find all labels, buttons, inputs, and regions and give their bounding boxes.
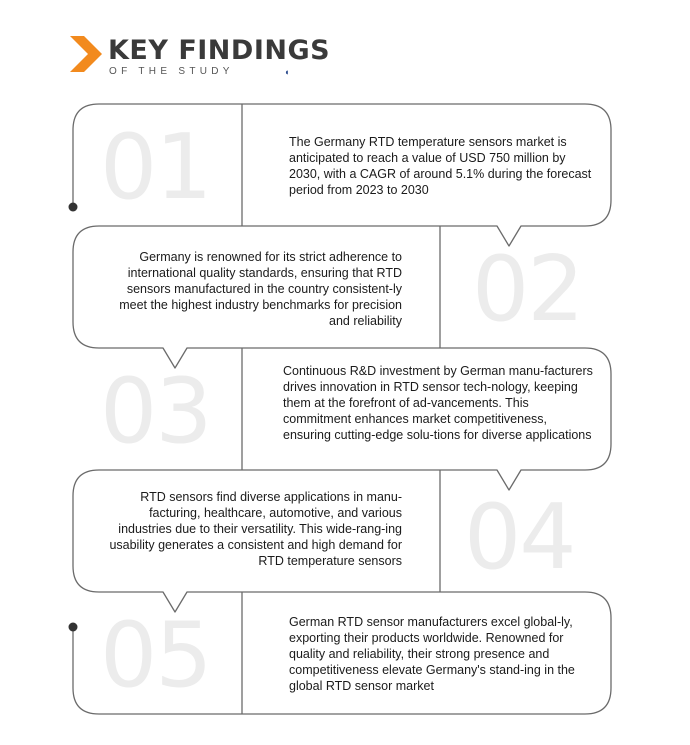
decorative-dot: ◖	[284, 67, 290, 77]
finding-text-05: German RTD sensor manufacturers excel global-ly, exporting their products worldwide. Renowned for quality and reliability, their strong presence and competitiveness elevate Germany's stand-ing in the global RTD sensor market	[289, 615, 575, 693]
finding-number-05: 05	[100, 603, 211, 708]
start-dot	[69, 203, 78, 212]
finding-text-04: RTD sensors find diverse applications in manu-facturing, healthcare, automotive, and various industries due to their versatility. This wide-rang-ing usability generates a consistent and high demand for RTD temperature sensors	[109, 490, 402, 568]
finding-number-03: 03	[100, 359, 211, 464]
finding-number-04: 04	[464, 485, 575, 590]
page-subtitle: OF THE STUDY	[109, 66, 234, 77]
end-dot	[69, 623, 78, 632]
finding-number-01: 01	[100, 115, 211, 220]
finding-number-02: 02	[472, 237, 583, 342]
finding-text-03: Continuous R&D investment by German manu-facturers drives innovation in RTD sensor tech-nology, keeping them at the forefront of ad-vancements. This commitment enhances market competitiveness, ensuring cutting-edge solu-tions for diverse applications	[283, 364, 593, 442]
finding-text-02: Germany is renowned for its strict adherence to international quality standards, ensuring that RTD sensors manufactured in the country consistent-ly meet the highest industry benchmarks for precision and reliability	[119, 250, 402, 328]
page-title: KEY FINDINGS	[108, 35, 331, 66]
finding-text-01: The Germany RTD temperature sensors market is anticipated to reach a value of USD 750 million by 2030, with a CAGR of around 5.1% during the forecast period from 2023 to 2030	[289, 135, 592, 197]
